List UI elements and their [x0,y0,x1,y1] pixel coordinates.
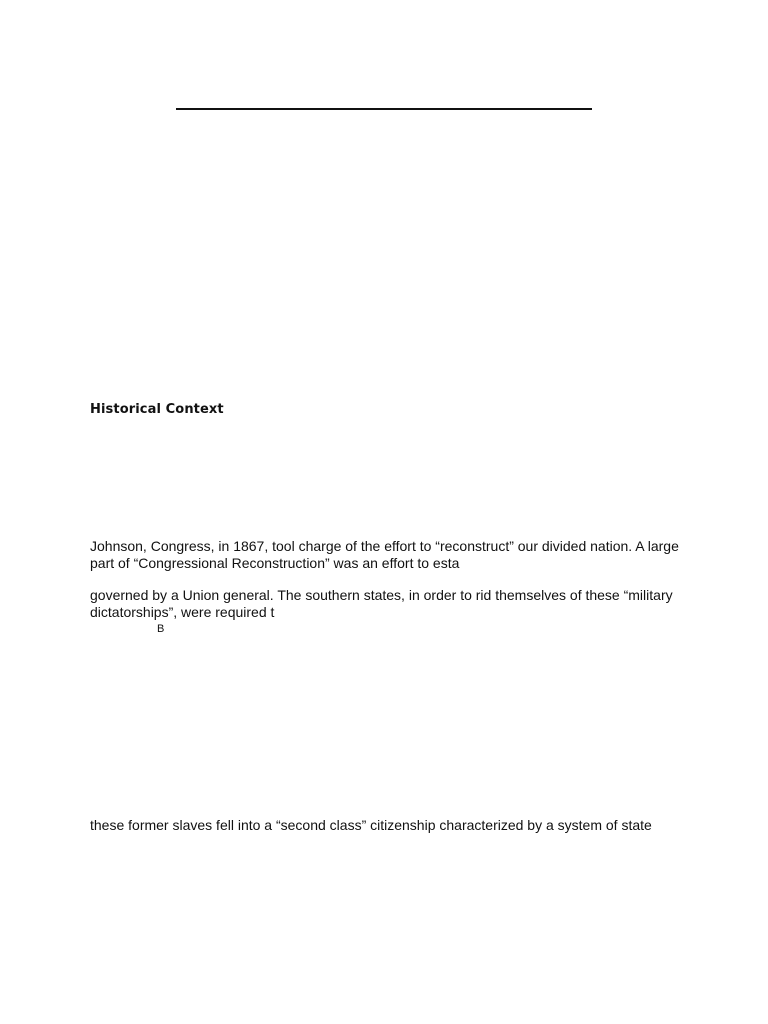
section-heading: Historical Context [90,402,224,417]
stray-letter: B [157,623,165,635]
paragraph-reconstruction [90,538,679,571]
paragraph-line: part of “Congressional Reconstruction” was an effort to esta [90,554,460,571]
paragraph-line: governed by a Union general. The southern states, in order to rid themselves of these “military [90,587,673,603]
paragraph-line: Johnson, Congress, in 1867, tool charge of the effort to “reconstruct” our divided nation. A large [90,538,679,554]
paragraph-second-class [90,817,652,834]
name-underline [176,108,592,110]
paragraph-line: dictatorships”, were required t [90,603,275,620]
paragraph-military-districts [90,587,673,620]
paragraph-line: these former slaves fell into a “second class” citizenship characterized by a system of state [90,817,652,833]
